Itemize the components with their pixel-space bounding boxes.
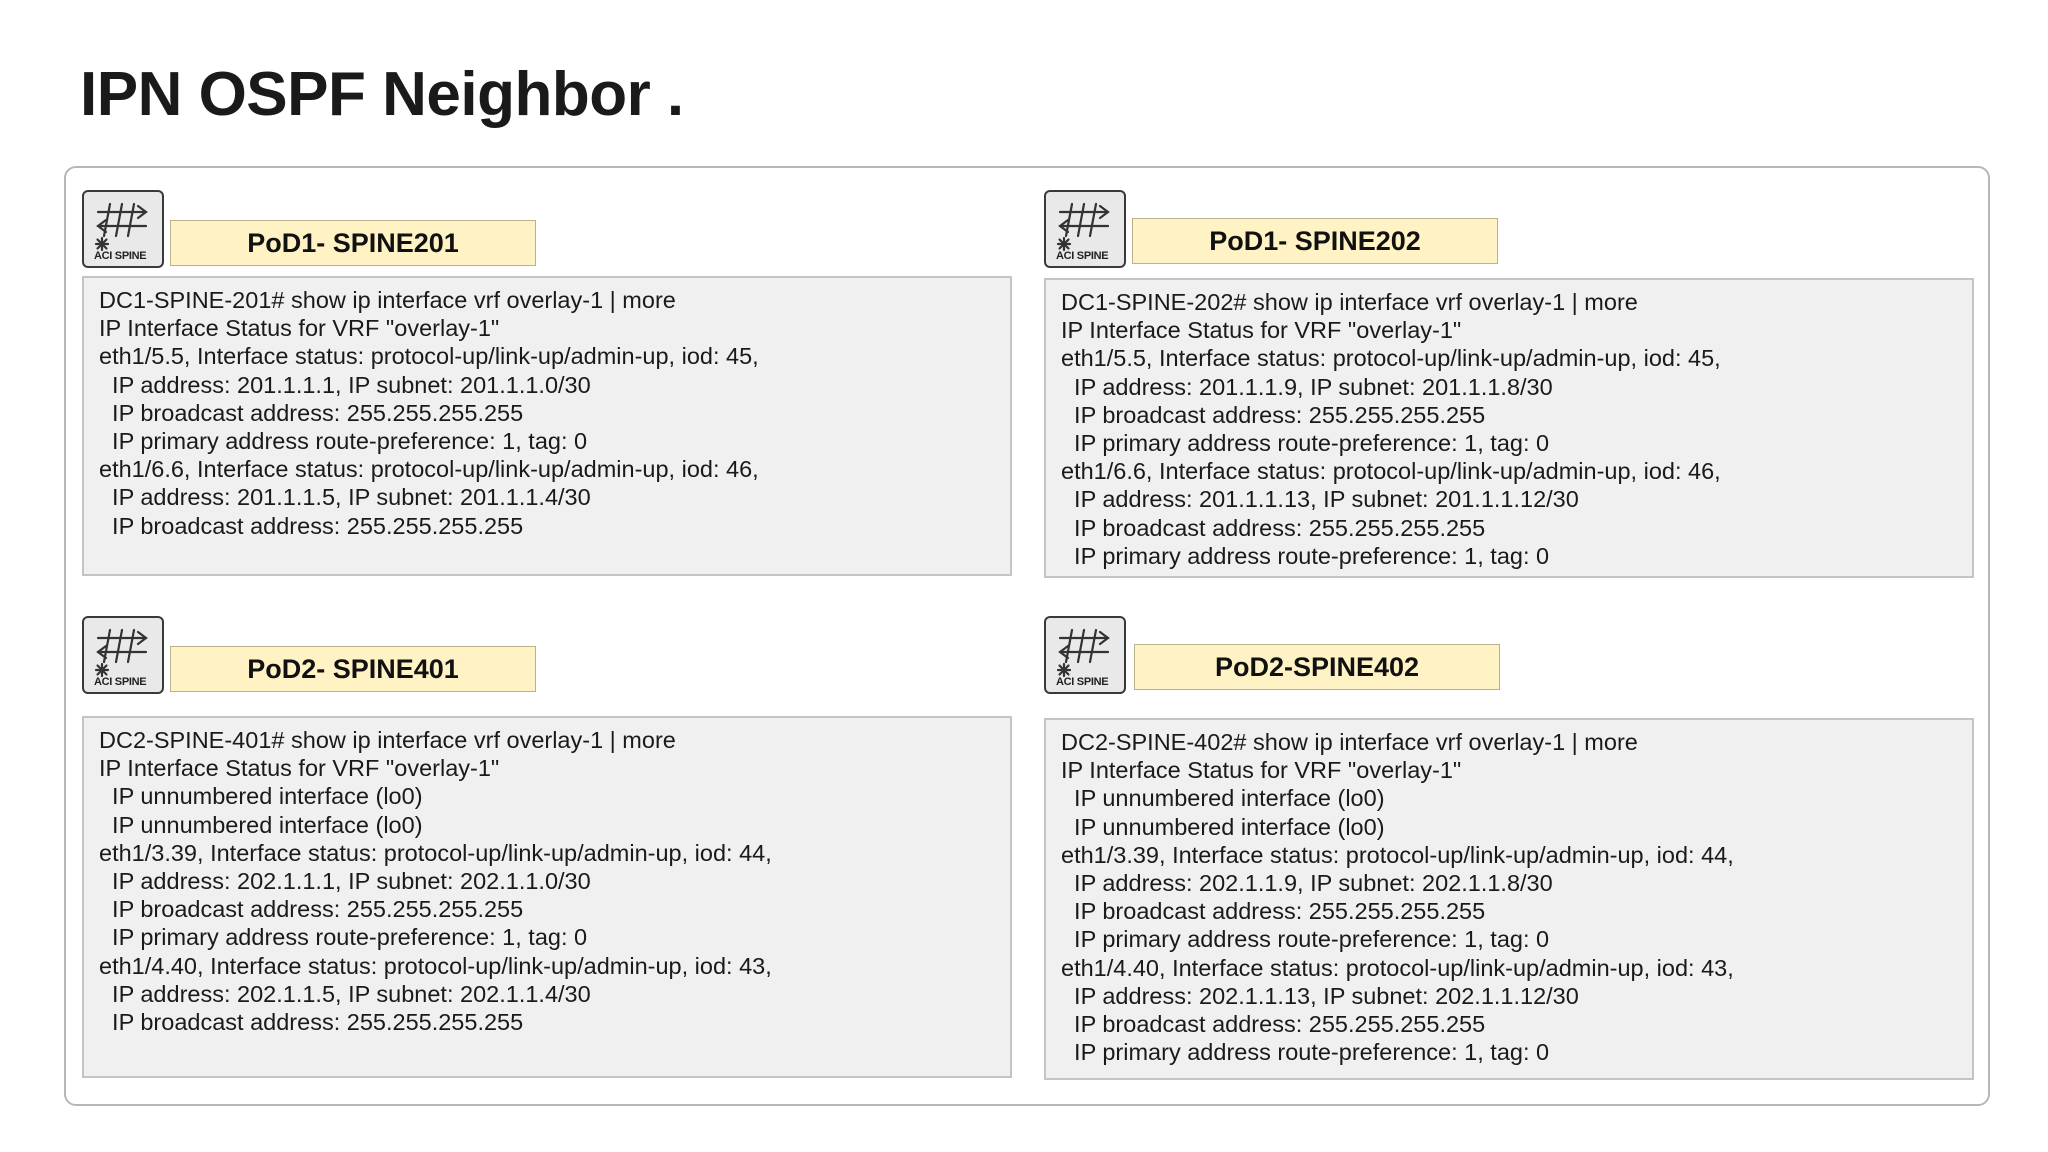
- cli-line: DC2-SPINE-401# show ip interface vrf overlay-1 | more: [99, 727, 676, 753]
- aci-spine-icon: [1044, 190, 1126, 268]
- cli-line: IP Interface Status for VRF "overlay-1": [1061, 757, 1462, 784]
- cli-line: eth1/4.40, Interface status: protocol-up/link-up/admin-up, iod: 43,: [1061, 954, 1734, 981]
- aci-spine-icon: [1044, 616, 1126, 694]
- cli-line: IP address: 201.1.1.9, IP subnet: 201.1.1.8/30: [1061, 373, 1553, 400]
- cli-line: IP primary address route-preference: 1, tag: 0: [1061, 926, 1550, 953]
- cli-line: IP broadcast address: 255.255.255.255: [99, 1009, 524, 1036]
- cli-line: IP Interface Status for VRF "overlay-1": [1061, 317, 1462, 344]
- cli-line: IP broadcast address: 255.255.255.255: [1061, 898, 1486, 925]
- aci-spine-icon: [82, 190, 164, 268]
- cli-line: IP Interface Status for VRF "overlay-1": [99, 315, 500, 342]
- cli-line: DC1-SPINE-202# show ip interface vrf overlay-1 | more: [1061, 289, 1638, 315]
- cli-line: IP address: 201.1.1.13, IP subnet: 201.1.1.12/30: [1061, 486, 1579, 513]
- cli-line: IP address: 201.1.1.1, IP subnet: 201.1.1.0/30: [99, 371, 591, 398]
- cli-line: IP broadcast address: 255.255.255.255: [99, 512, 524, 539]
- page-title: IPN OSPF Neighbor .: [80, 60, 684, 129]
- spine-name-badge: PoD2-SPINE402: [1134, 644, 1500, 690]
- cli-line: eth1/3.39, Interface status: protocol-up/link-up/admin-up, iod: 44,: [99, 839, 772, 866]
- cli-line: IP address: 201.1.1.5, IP subnet: 201.1.1.4/30: [99, 484, 591, 511]
- cli-line: IP broadcast address: 255.255.255.255: [1061, 1011, 1486, 1038]
- icon-label: ACI SPINE: [1056, 676, 1109, 688]
- cli-line: DC2-SPINE-402# show ip interface vrf overlay-1 | more: [1061, 729, 1638, 755]
- cli-line: IP primary address route-preference: 1, tag: 0: [99, 924, 588, 951]
- cli-line: IP address: 202.1.1.1, IP subnet: 202.1.1.0/30: [99, 868, 591, 895]
- cli-output: [82, 716, 1012, 1078]
- cli-line: eth1/5.5, Interface status: protocol-up/link-up/admin-up, iod: 45,: [99, 343, 759, 370]
- spine-name-badge: PoD1- SPINE201: [170, 220, 536, 266]
- cli-line: IP broadcast address: 255.255.255.255: [99, 399, 524, 426]
- cli-line: IP broadcast address: 255.255.255.255: [1061, 401, 1486, 428]
- cli-line: eth1/6.6, Interface status: protocol-up/link-up/admin-up, iod: 46,: [99, 456, 759, 483]
- cli-line: eth1/6.6, Interface status: protocol-up/link-up/admin-up, iod: 46,: [1061, 458, 1721, 485]
- cli-line: IP unnumbered interface (lo0): [99, 811, 423, 838]
- cli-output: [1044, 718, 1974, 1080]
- cli-line: IP primary address route-preference: 1, tag: 0: [1061, 430, 1550, 457]
- cli-line: eth1/3.39, Interface status: protocol-up/link-up/admin-up, iod: 44,: [1061, 841, 1734, 868]
- cli-line: IP broadcast address: 255.255.255.255: [99, 896, 524, 923]
- spine-name-badge: PoD2- SPINE401: [170, 646, 536, 692]
- cli-line: IP unnumbered interface (lo0): [99, 783, 423, 810]
- cli-line: eth1/4.40, Interface status: protocol-up/link-up/admin-up, iod: 43,: [99, 952, 772, 979]
- icon-label: ACI SPINE: [94, 250, 147, 262]
- cli-line: IP unnumbered interface (lo0): [1061, 785, 1385, 812]
- cli-line: IP address: 202.1.1.13, IP subnet: 202.1.1.12/30: [1061, 982, 1579, 1009]
- spine-name-badge: PoD1- SPINE202: [1132, 218, 1498, 264]
- cli-line: IP address: 202.1.1.9, IP subnet: 202.1.1.8/30: [1061, 870, 1553, 897]
- cli-line: IP Interface Status for VRF "overlay-1": [99, 755, 500, 782]
- icon-label: ACI SPINE: [94, 676, 147, 688]
- icon-label: ACI SPINE: [1056, 250, 1109, 262]
- cli-line: IP broadcast address: 255.255.255.255: [1061, 514, 1486, 541]
- cli-output: [82, 276, 1012, 576]
- cli-line: eth1/5.5, Interface status: protocol-up/link-up/admin-up, iod: 45,: [1061, 345, 1721, 372]
- cli-line: DC1-SPINE-201# show ip interface vrf overlay-1 | more: [99, 287, 676, 313]
- cli-line: IP unnumbered interface (lo0): [1061, 813, 1385, 840]
- aci-spine-icon: [82, 616, 164, 694]
- cli-line: IP address: 202.1.1.5, IP subnet: 202.1.1.4/30: [99, 980, 591, 1007]
- cli-line: IP primary address route-preference: 1, tag: 0: [1061, 1039, 1550, 1066]
- cli-line: IP primary address route-preference: 1, tag: 0: [99, 428, 588, 455]
- cli-output: [1044, 278, 1974, 578]
- cli-line: IP primary address route-preference: 1, tag: 0: [1061, 542, 1550, 569]
